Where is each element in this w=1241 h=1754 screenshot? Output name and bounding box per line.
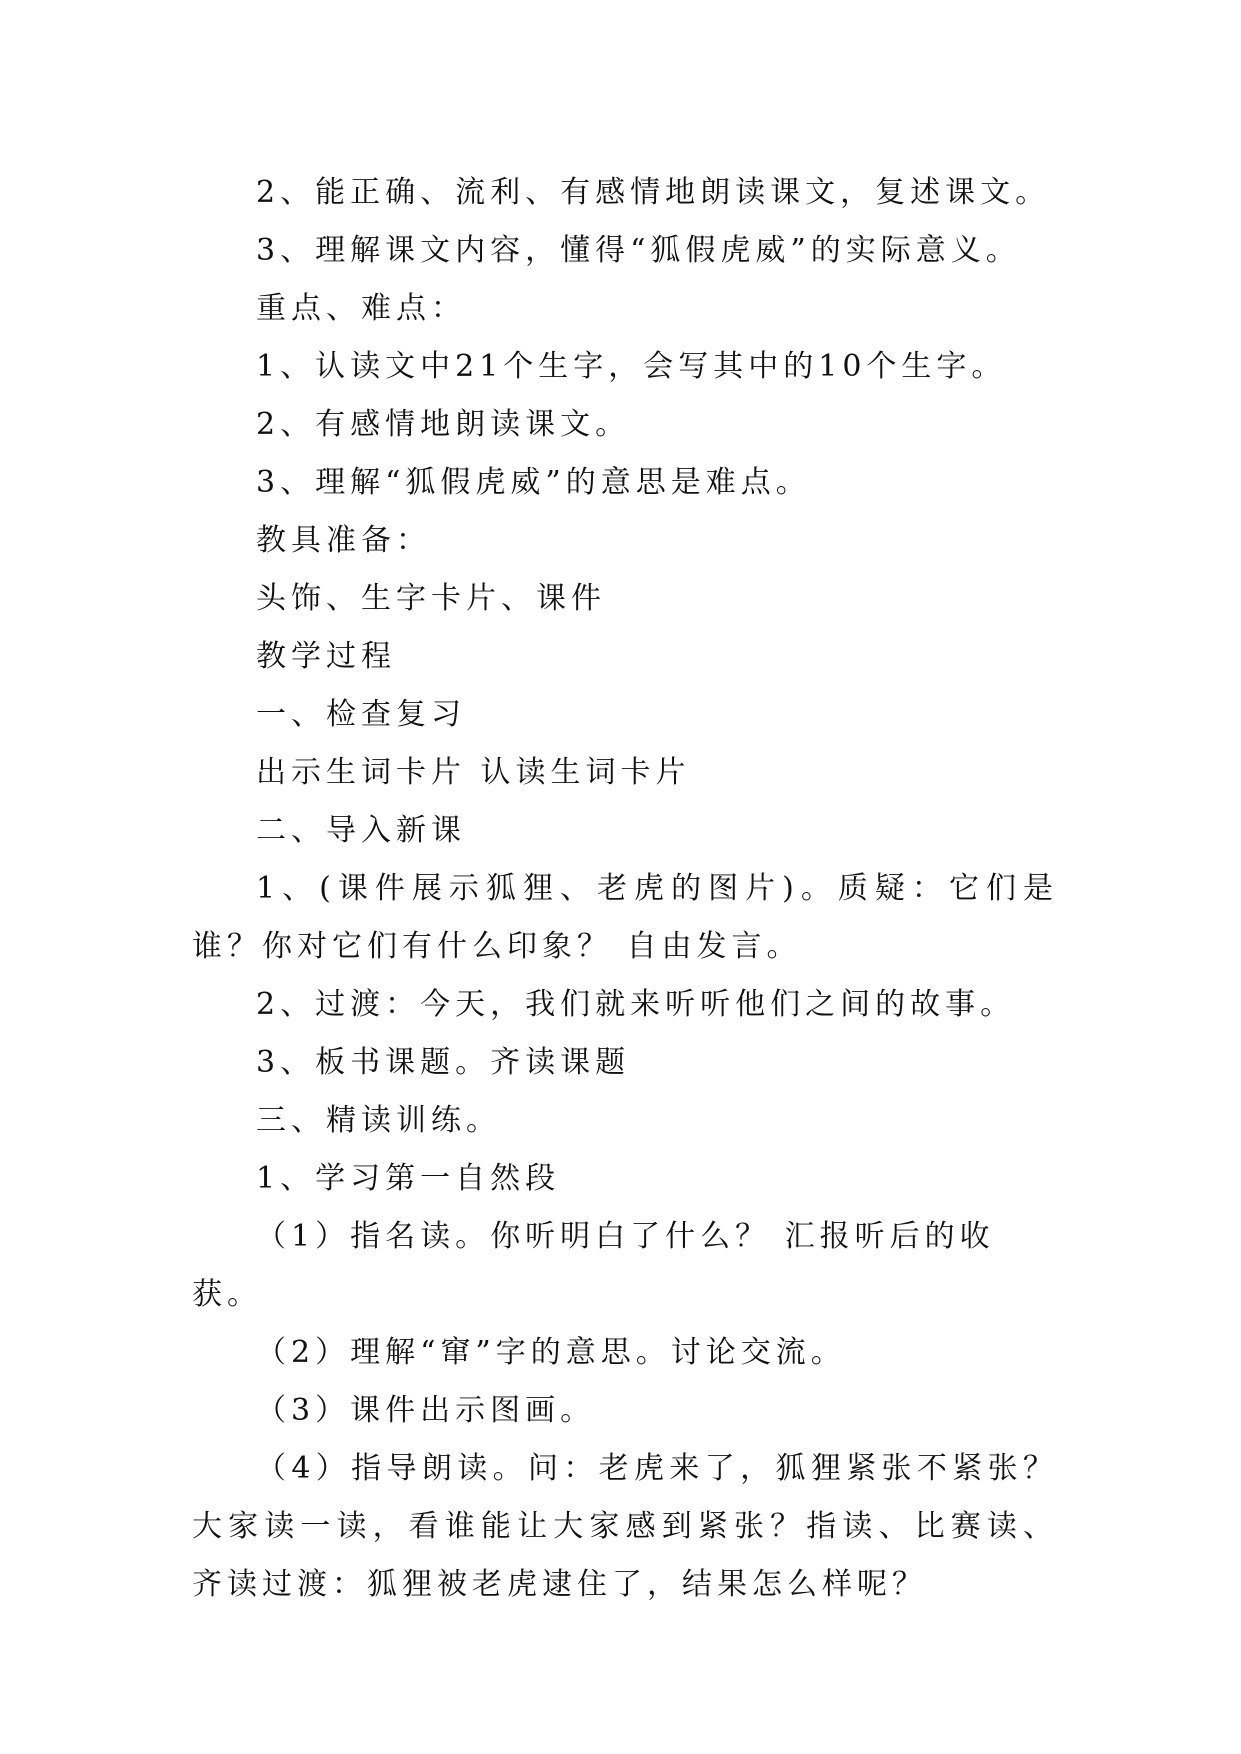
teaching-aids-list: 头饰、生字卡片、课件 [256,581,606,616]
step-heading-review: 一、检查复习 [256,697,466,732]
section-heading-teaching-aids: 教具准备： [256,523,431,558]
key-point-1: 1、认读文中21个生字，会写其中的10个生字。 [256,349,1007,384]
reading-subitem-4: （4）指导朗读。问：老虎来了，狐狸紧张不紧张？大家读一读，看谁能让大家感到紧张？指读、比赛读、齐读过渡：狐狸被老虎逮住了，结果怎么样呢？ [192,1451,1058,1602]
document-body [192,164,1058,1614]
step-heading-introduction: 二、导入新课 [256,813,466,848]
objective-paragraph-3: 3、理解课文内容，懂得“狐假虎威”的实际意义。 [256,233,1021,268]
step-heading-intensive-reading: 三、精读训练。 [256,1103,501,1138]
reading-subitem-1: （1）指名读。你听明白了什么？ 汇报听后的收获。 [192,1219,995,1312]
section-heading-key-points: 重点、难点： [256,291,466,326]
objective-paragraph-2: 2、能正确、流利、有感情地朗读课文，复述课文。 [256,175,1051,210]
reading-item-1: 1、学习第一自然段 [256,1161,561,1196]
introduction-item-2: 2、过渡：今天，我们就来听听他们之间的故事。 [256,987,1016,1022]
introduction-item-3: 3、板书课题。齐读课题 [256,1045,631,1080]
reading-subitem-2: （2）理解“窜”字的意思。讨论交流。 [256,1335,846,1370]
reading-subitem-3: （3）课件出示图画。 [256,1393,596,1428]
key-point-3: 3、理解“狐假虎威”的意思是难点。 [256,465,811,500]
key-point-2: 2、有感情地朗读课文。 [256,407,631,442]
review-activity: 出示生词卡片 认读生词卡片 [256,755,691,790]
introduction-item-1: 1、(课件展示狐狸、老虎的图片)。质疑：它们是谁？你对它们有什么印象？ 自由发言。 [192,871,1058,964]
section-heading-teaching-process: 教学过程 [256,639,396,674]
